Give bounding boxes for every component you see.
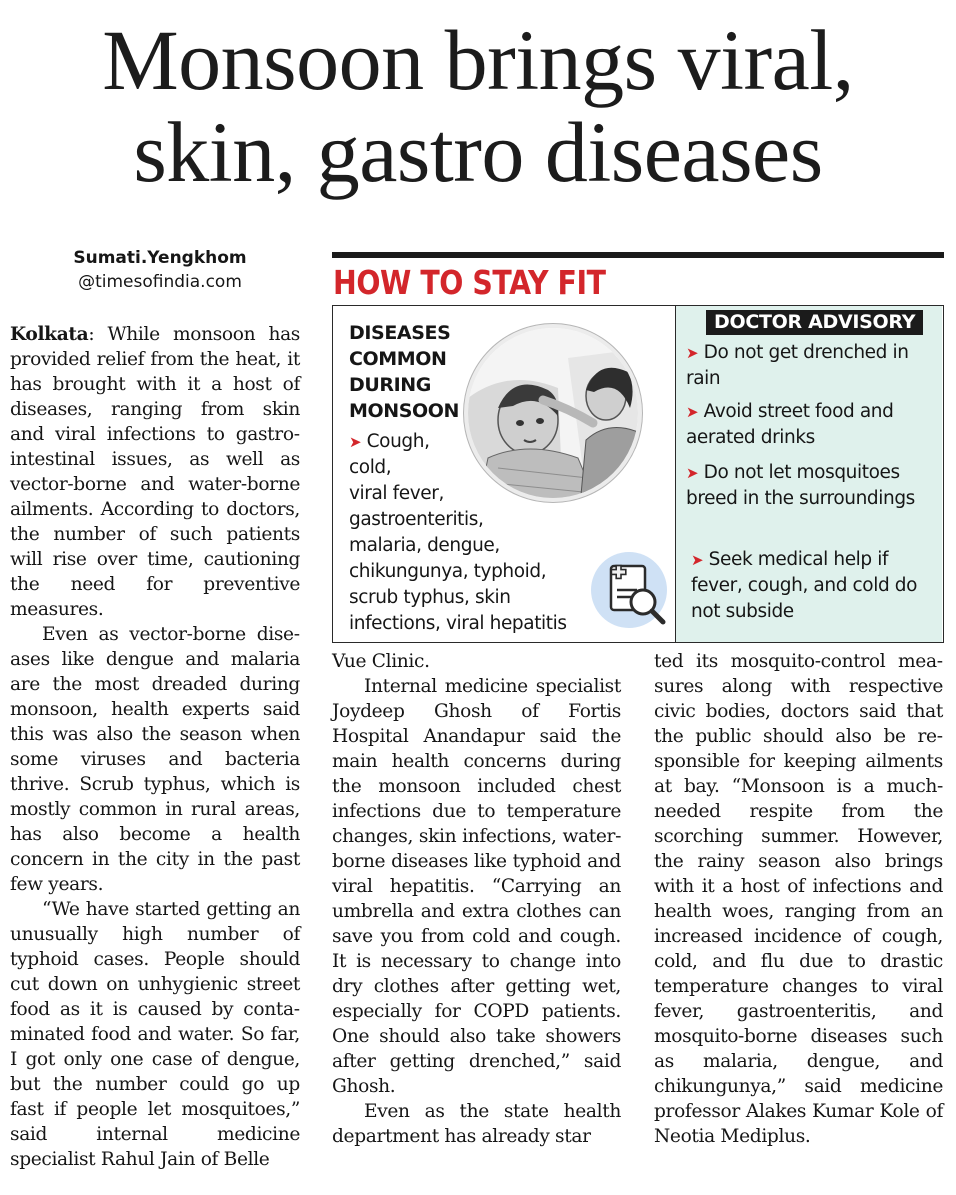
- advisory-text: Do not get drenched in rain: [686, 342, 909, 389]
- article-paragraph: [10, 322, 300, 622]
- byline: [60, 246, 260, 294]
- disease-text: viral fever,: [349, 483, 444, 504]
- advisory-item: [686, 340, 938, 392]
- dateline: Kolkata: [10, 324, 89, 345]
- advisory-item: [686, 399, 938, 451]
- arrow-bullet-icon: ➤: [349, 433, 362, 451]
- advisory-text: Do not let mosquitoes breed in the surroundings: [686, 462, 915, 509]
- article-paragraph: Even as vector-borne diseases like dengue and malaria are the most dreaded during monsoon, health experts said this was also the season when some viruses and bacteria thrive. Scrub typhus, which is mostly common in rural areas, has also become a health concern in the city in the past few years.: [10, 624, 300, 895]
- disease-text: cold,: [349, 457, 392, 478]
- article-paragraph: Vue Clinic.: [332, 651, 430, 672]
- article-paragraph: Even as the state health department has already star: [332, 1101, 621, 1147]
- infobox-title: HOW TO STAY FIT: [333, 263, 606, 302]
- article-paragraph: “We have started getting an unusually high number of typhoid cases. People should cut down on unhygienic street food as it is caused by contaminated food and water. So far, I got only one case of dengue, but the number could go up fast if people let mosquitoes,” said internal medicine specialist Rahul Jain of Belle: [10, 899, 300, 1170]
- advisory-item: [691, 547, 943, 625]
- disease-text: scrub typhus, skin: [349, 587, 511, 608]
- disease-text: infections, viral hepatitis: [349, 613, 567, 634]
- arrow-bullet-icon: ➤: [686, 403, 699, 421]
- article-column-2: [332, 649, 621, 1149]
- arrow-bullet-icon: ➤: [691, 551, 704, 569]
- author-name: Sumati.Yengkhom: [73, 248, 247, 268]
- diseases-title-line: MONSOON: [349, 400, 460, 422]
- author-email: @timesofindia.com: [78, 272, 242, 292]
- article-column-1: [10, 322, 300, 1172]
- disease-text: malaria, dengue,: [349, 535, 500, 556]
- infobox: [332, 305, 944, 643]
- advisory-text: Avoid street food and aerated drinks: [686, 401, 894, 448]
- medical-report-magnifier-icon: [589, 550, 675, 636]
- disease-text: Cough,: [366, 431, 430, 452]
- diseases-panel: [333, 306, 675, 642]
- diseases-list: [349, 429, 599, 637]
- diseases-title-line: COMMON: [349, 348, 447, 370]
- arrow-bullet-icon: ➤: [686, 344, 699, 362]
- box-top-rule: [332, 252, 944, 258]
- advisory-item: [686, 460, 938, 512]
- doctor-advisory-panel: [675, 306, 942, 642]
- article-column-3: [654, 649, 943, 1149]
- advisory-title: DOCTOR ADVISORY: [706, 310, 923, 335]
- diseases-title-line: DISEASES: [349, 322, 451, 344]
- headline-line-1: Monsoon brings viral,: [102, 12, 854, 108]
- advisory-text: Seek medical help if fever, cough, and cold do not subside: [691, 549, 918, 622]
- arrow-bullet-icon: ➤: [686, 464, 699, 482]
- headline: [0, 14, 956, 198]
- article-paragraph: Internal medicine specialist Joydeep Ghosh of Fortis Hospital Anandapur said the main health concerns during the monsoon included chest infections due to temperature changes, skin infections, water-borne diseases like typhoid and viral hepatitis. “Carrying an umbrella and extra clothes can save you from cold and cough. It is necessary to change into dry clothes after getting wet, especially for COPD patients. One should also take showers after getting drenched,” said Ghosh.: [332, 676, 621, 1097]
- article-paragraph: ted its mosquito-control measures along with respective civic bodies, doctors said that the public should also be responsible for keeping ailments at bay. “Monsoon is a much-needed respite from the scorching summer. However, the rainy season also brings with it a host of infections and health woes, ranging from an increased incidence of cough, cold, and flu due to drastic temperature changes to viral fever, gastroenteritis, and mosquito-borne diseases such as malaria, dengue, and chikungunya,” said medicine professor Alakes Kumar Kole of Neotia Mediplus.: [654, 651, 943, 1147]
- diseases-title: [349, 320, 459, 424]
- disease-text: gastroenteritis,: [349, 509, 484, 530]
- diseases-title-line: DURING: [349, 374, 431, 396]
- headline-line-2: skin, gastro diseases: [133, 104, 823, 200]
- paragraph-text: : While monsoon has provided relief from the heat, it has brought with it a host of diseases, ranging from skin and viral infections to gastrointestinal issues, as well as vector-borne and water-borne ailments. According to doctors, the number of such patients will rise over time, cautioning the need for preventive measures.: [10, 324, 300, 620]
- disease-text: chikungunya, typhoid,: [349, 561, 547, 582]
